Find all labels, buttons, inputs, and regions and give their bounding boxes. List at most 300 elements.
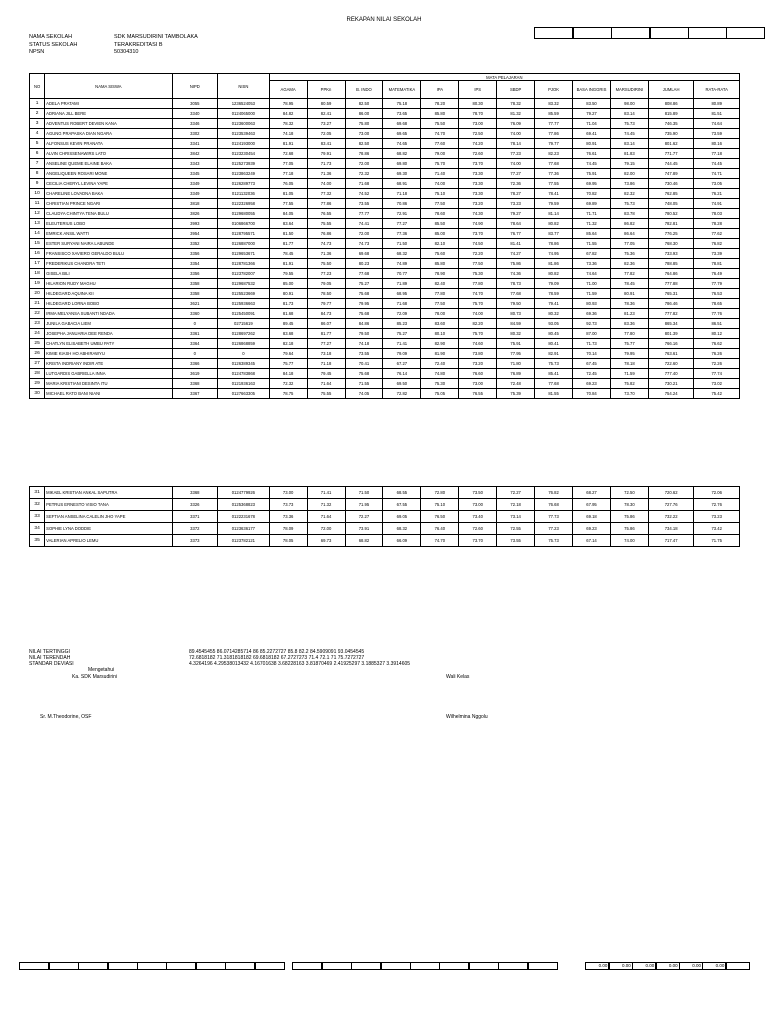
- stat-lowest: NILAI TERENDAH 72.6818182 71.3181818182 69.6818182 67.2727273 71.4 72.1 71 75.7272727: [29, 655, 365, 661]
- cell-value: 85.59: [535, 109, 573, 119]
- cell-value: 71.18: [307, 359, 345, 369]
- cell-value: 69.23: [573, 379, 611, 389]
- cell-value: 3302: [172, 129, 218, 139]
- cell-value: 69.23: [573, 523, 611, 535]
- cell-value: 83.64: [269, 219, 307, 229]
- cell-value: 72.00: [345, 229, 383, 239]
- cell-value: 67.45: [573, 359, 611, 369]
- cell-value: 69.05: [383, 511, 421, 523]
- cell-value: 76.55: [307, 209, 345, 219]
- cell-value: 86.51: [694, 319, 740, 329]
- cell-value: 808.86: [648, 99, 694, 109]
- cell-value: 72.60: [459, 523, 497, 535]
- cell-value: 72.05: [307, 129, 345, 139]
- cell-value: 762.85: [648, 189, 694, 199]
- header-ppkn: PPKn: [307, 81, 345, 99]
- cell-value: 782.81: [648, 219, 694, 229]
- bottom-value: 0.00: [585, 962, 609, 970]
- cell-value: 81.50: [269, 229, 307, 239]
- cell-value: 79.64: [269, 349, 307, 359]
- cell-value: 73.00: [459, 119, 497, 129]
- cell-value: 3993: [172, 219, 218, 229]
- table-row: [30, 99, 740, 109]
- cell-value: 86.64: [610, 229, 648, 239]
- cell-value: 0124783868: [218, 369, 270, 379]
- cell-value: 68.95: [383, 289, 421, 299]
- cell-value: 786.46: [648, 299, 694, 309]
- cell-value: 71.64: [307, 379, 345, 389]
- row-number: 7: [30, 159, 45, 169]
- cell-value: 78.45: [269, 249, 307, 259]
- cell-value: 84.73: [307, 309, 345, 319]
- cell-value: 68.55: [383, 487, 421, 499]
- cell-value: 717.47: [648, 535, 694, 547]
- cell-value: 0106866700: [218, 219, 270, 229]
- cell-value: 77.73: [535, 511, 573, 523]
- statistics-block: [29, 649, 410, 667]
- cell-value: 3360: [172, 309, 218, 319]
- cell-value: 73.70: [459, 159, 497, 169]
- cell-value: 85.00: [269, 279, 307, 289]
- cell-value: 734.18: [648, 523, 694, 535]
- cell-value: 75.86: [497, 259, 535, 269]
- cell-value: 71.40: [421, 169, 459, 179]
- cell-value: 3373: [172, 535, 218, 547]
- cell-value: 81.51: [694, 109, 740, 119]
- cell-value: 3372: [172, 523, 218, 535]
- cell-value: 722.60: [648, 359, 694, 369]
- row-number: 31: [30, 487, 45, 499]
- cell-value: 85.41: [535, 369, 573, 379]
- cell-value: 79.09: [535, 279, 573, 289]
- cell-value: 74.20: [459, 139, 497, 149]
- cell-value: 80.16: [694, 139, 740, 149]
- cell-value: 73.91: [345, 523, 383, 535]
- table-row: [30, 179, 740, 189]
- cell-value: 77.62: [694, 229, 740, 239]
- cell-value: 776.25: [648, 229, 694, 239]
- cell-value: 69.68: [383, 119, 421, 129]
- cell-value: 76.26: [694, 349, 740, 359]
- cell-value: 73.73: [269, 499, 307, 511]
- cell-value: 74.00: [307, 179, 345, 189]
- cell-value: 81.14: [535, 209, 573, 219]
- cell-value: 72.09: [383, 309, 421, 319]
- cell-value: 73.20: [459, 199, 497, 209]
- cell-value: 85.50: [421, 219, 459, 229]
- cell-value: 69.89: [573, 199, 611, 209]
- cell-value: 82.36: [610, 259, 648, 269]
- cell-value: 83.41: [307, 139, 345, 149]
- cell-value: 78.00: [421, 309, 459, 319]
- cell-value: 80.32: [497, 329, 535, 339]
- cell-value: 79.55: [269, 269, 307, 279]
- cell-value: 71.36: [307, 169, 345, 179]
- table-row: [30, 219, 740, 229]
- cell-value: 86.82: [610, 219, 648, 229]
- bottom-value: 0.00: [609, 962, 633, 970]
- cell-value: 75.27: [383, 329, 421, 339]
- cell-value: 83.36: [610, 319, 648, 329]
- cell-value: 74.89: [383, 259, 421, 269]
- cell-value: 76.53: [694, 289, 740, 299]
- cell-value: 3842: [172, 149, 218, 159]
- cell-value: 3371: [172, 511, 218, 523]
- cell-value: 76.86: [307, 229, 345, 239]
- stat-stddev: STANDAR DEVIASI 4.3264196 4.29538013432 4.16701638 3.68228163 3.81870469 2.41925297 3.1885327 3.3914605: [29, 661, 411, 667]
- header-nipd: NIPD: [172, 74, 218, 99]
- cell-value: 78.73: [497, 279, 535, 289]
- student-name: VALERIAN APRELIO LEMU: [45, 535, 172, 547]
- table-row: [30, 199, 740, 209]
- table-row: [30, 309, 740, 319]
- cell-value: 71.68: [383, 299, 421, 309]
- cell-value: 76.09: [497, 119, 535, 129]
- cell-value: 66.09: [383, 535, 421, 547]
- student-name: HILDEGARD LORNA BOBO: [45, 299, 172, 309]
- cell-value: 84.86: [345, 319, 383, 329]
- cell-value: 735.90: [648, 129, 694, 139]
- header-ipa: IPA: [421, 81, 459, 99]
- cell-value: 73.05: [694, 179, 740, 189]
- table-row: [30, 119, 740, 129]
- cell-value: 75.27: [345, 279, 383, 289]
- table-row: [30, 159, 740, 169]
- cell-value: 75.10: [421, 189, 459, 199]
- cell-value: 75.10: [421, 499, 459, 511]
- cell-value: 3352: [172, 239, 218, 249]
- table-row: [30, 299, 740, 309]
- cell-value: 92.73: [573, 319, 611, 329]
- student-name: MIKAEL KRISTIAN ANKAL SAPUTRA: [45, 487, 172, 499]
- cell-value: 71.71: [573, 209, 611, 219]
- cell-value: 80.89: [694, 99, 740, 109]
- table-row: [30, 229, 740, 239]
- cell-value: 75.73: [535, 359, 573, 369]
- cell-value: 79.91: [307, 149, 345, 159]
- cell-value: 71.41: [383, 339, 421, 349]
- cell-value: 75.60: [421, 249, 459, 259]
- cell-value: 72.80: [421, 487, 459, 499]
- grades-table-body: [30, 99, 740, 399]
- cell-value: 73.18: [307, 349, 345, 359]
- row-number: 10: [30, 189, 45, 199]
- cell-value: 75.91: [573, 169, 611, 179]
- row-number: 3: [30, 119, 45, 129]
- cell-value: 73.55: [345, 199, 383, 209]
- cell-value: 815.89: [648, 109, 694, 119]
- cell-value: 80.30: [459, 99, 497, 109]
- cell-value: 74.70: [459, 289, 497, 299]
- cell-value: 71.00: [573, 279, 611, 289]
- cell-value: 85.23: [383, 319, 421, 329]
- cell-value: 74.52: [345, 189, 383, 199]
- student-name: SOPHIE LYNA DODDIE: [45, 523, 172, 535]
- cell-value: 78.70: [459, 109, 497, 119]
- cell-value: 69.65: [383, 129, 421, 139]
- table-row: [30, 511, 740, 523]
- cell-value: 3367: [172, 389, 218, 399]
- signature-right-name: Wilhelmina Nggolu: [446, 714, 488, 720]
- cell-value: 3345: [172, 169, 218, 179]
- cell-value: 0: [172, 349, 218, 359]
- student-name: PETRUS ERNESTO VISIO TANA: [45, 499, 172, 511]
- cell-value: 74.00: [459, 309, 497, 319]
- cell-value: 3346: [172, 119, 218, 129]
- cell-value: 3826: [172, 209, 218, 219]
- cell-value: 85.80: [421, 259, 459, 269]
- row-number: 18: [30, 269, 45, 279]
- cell-value: 3349: [172, 179, 218, 189]
- cell-value: 83.50: [573, 99, 611, 109]
- cell-value: 74.00: [497, 129, 535, 139]
- cell-value: 80.91: [269, 289, 307, 299]
- cell-value: 78.32: [269, 119, 307, 129]
- cell-value: 0123782121: [218, 535, 270, 547]
- cell-value: 71.64: [307, 511, 345, 523]
- cell-value: 77.77: [535, 119, 573, 129]
- cell-value: 78.59: [535, 289, 573, 299]
- cell-value: 72.91: [383, 209, 421, 219]
- cell-value: 3366: [172, 359, 218, 369]
- cell-value: 68.32: [383, 249, 421, 259]
- grades-table: [29, 73, 740, 399]
- document-title: REKAPAN NILAI SEKOLAH: [346, 17, 422, 23]
- row-number: 16: [30, 249, 45, 259]
- cell-value: 78.50: [307, 289, 345, 299]
- cell-value: 71.68: [345, 179, 383, 189]
- cell-value: 71.75: [694, 535, 740, 547]
- cell-value: 765.31: [648, 289, 694, 299]
- cell-value: 78.09: [269, 523, 307, 535]
- cell-value: 84.18: [269, 369, 307, 379]
- cell-value: 73.30: [459, 179, 497, 189]
- cell-value: 78.30: [610, 499, 648, 511]
- cell-value: 75.70: [421, 159, 459, 169]
- cell-value: 74.41: [345, 219, 383, 229]
- cell-value: 83.14: [610, 109, 648, 119]
- cell-value: 75.82: [610, 379, 648, 389]
- cell-value: 733.93: [648, 249, 694, 259]
- cell-value: 77.50: [421, 299, 459, 309]
- cell-value: 80.23: [345, 259, 383, 269]
- bottom-value: 0.00: [702, 962, 726, 970]
- cell-value: 83.68: [269, 329, 307, 339]
- cell-value: 3358: [172, 289, 218, 299]
- cell-value: 74.73: [345, 239, 383, 249]
- cell-value: 75.68: [345, 369, 383, 379]
- cell-value: 78.20: [421, 99, 459, 109]
- student-name: AGUNG PRAPASKA DIAN NGARA: [45, 129, 172, 139]
- cell-value: 74.64: [694, 119, 740, 129]
- row-number: 19: [30, 279, 45, 289]
- cell-value: 77.80: [421, 289, 459, 299]
- cell-value: 0125523669: [218, 289, 270, 299]
- row-number: 6: [30, 149, 45, 159]
- header-agama: AGAMA: [269, 81, 307, 99]
- cell-value: 72.40: [421, 359, 459, 369]
- header-nisn: NISN: [218, 74, 270, 99]
- cell-value: 69.36: [573, 309, 611, 319]
- cell-value: 788.85: [648, 259, 694, 269]
- student-name: MICHAEL RATO BANI NIANI: [45, 389, 172, 399]
- cell-value: 801.62: [648, 139, 694, 149]
- cell-value: 77.68: [535, 379, 573, 389]
- cell-value: 85.00: [421, 229, 459, 239]
- cell-value: 75.30: [459, 269, 497, 279]
- cell-value: 80.41: [535, 339, 573, 349]
- cell-value: 75.05: [421, 389, 459, 399]
- cell-value: 78.81: [694, 259, 740, 269]
- student-name: EMRICK ANSIL WATTI: [45, 229, 172, 239]
- cell-value: 71.80: [497, 359, 535, 369]
- cell-value: 0123863249: [218, 169, 270, 179]
- cell-value: 73.80: [459, 349, 497, 359]
- row-number: 9: [30, 179, 45, 189]
- row-number: 15: [30, 239, 45, 249]
- cell-value: 83.32: [535, 99, 573, 109]
- cell-value: 78.28: [694, 219, 740, 229]
- cell-value: 0125936663: [218, 299, 270, 309]
- cell-value: 3364: [172, 339, 218, 349]
- cell-value: 3356: [172, 269, 218, 279]
- cell-value: 73.42: [694, 523, 740, 535]
- cell-value: 77.50: [459, 259, 497, 269]
- cell-value: 82.20: [459, 319, 497, 329]
- cell-value: 0123782007: [218, 269, 270, 279]
- bottom-empty-boxes-middle: [293, 962, 558, 970]
- cell-value: 79.00: [421, 149, 459, 159]
- cell-value: 79.05: [307, 279, 345, 289]
- cell-value: 83.60: [421, 319, 459, 329]
- row-number: 32: [30, 499, 45, 511]
- table-row: [30, 369, 740, 379]
- cell-value: 0125273939: [218, 159, 270, 169]
- cell-value: 79.59: [535, 199, 573, 209]
- row-number: 1: [30, 99, 45, 109]
- cell-value: 77.74: [694, 369, 740, 379]
- cell-value: 73.30: [459, 189, 497, 199]
- cell-value: 82.23: [535, 149, 573, 159]
- cell-value: 77.80: [610, 329, 648, 339]
- cell-value: 80.45: [535, 329, 573, 339]
- student-name: IRMA MELYANSA SUBANTI NDADA: [45, 309, 172, 319]
- cell-value: 81.77: [269, 239, 307, 249]
- cell-value: 3368: [172, 379, 218, 389]
- cell-value: 72.06: [694, 487, 740, 499]
- cell-value: 75.50: [421, 119, 459, 129]
- cell-value: 93.05: [535, 319, 573, 329]
- cell-value: 71.04: [573, 119, 611, 129]
- cell-value: 78.65: [694, 299, 740, 309]
- row-number: 26: [30, 349, 45, 359]
- table-row: [30, 139, 740, 149]
- table-row: [30, 109, 740, 119]
- table-row: [30, 209, 740, 219]
- table-row: [30, 269, 740, 279]
- cell-value: 86.00: [345, 109, 383, 119]
- cell-value: 82.41: [307, 109, 345, 119]
- header-rata-rata: RATA-RATA: [694, 81, 740, 99]
- cell-value: 83.14: [610, 139, 648, 149]
- cell-value: 72.32: [345, 169, 383, 179]
- cell-value: 78.36: [610, 299, 648, 309]
- cell-value: 76.61: [573, 149, 611, 159]
- cell-value: 0: [218, 349, 270, 359]
- cell-value: 82.91: [535, 349, 573, 359]
- cell-value: 75.86: [610, 511, 648, 523]
- cell-value: 81.83: [610, 149, 648, 159]
- cell-value: 82.10: [421, 239, 459, 249]
- cell-value: 87.00: [573, 329, 611, 339]
- cell-value: 78.05: [269, 535, 307, 547]
- cell-value: 75.68: [345, 309, 383, 319]
- cell-value: 74.80: [421, 369, 459, 379]
- student-name: CHRISTIAN PRINCE NGARI: [45, 199, 172, 209]
- cell-value: 73.00: [345, 129, 383, 139]
- meta-school-status: STATUS SEKOLAH TERAKREDITASI B: [29, 41, 163, 48]
- cell-value: 68.32: [383, 523, 421, 535]
- meta-npsn: NPSN 50304310: [29, 49, 139, 55]
- cell-value: 73.00: [459, 379, 497, 389]
- header-no: NO: [30, 74, 45, 99]
- cell-value: 74.00: [421, 179, 459, 189]
- student-name: ALFONSUS KEVIN PRANATA: [45, 139, 172, 149]
- cell-value: 71.55: [573, 239, 611, 249]
- cell-value: 78.64: [497, 219, 535, 229]
- cell-value: 69.95: [573, 179, 611, 189]
- cell-value: 0126868859: [218, 339, 270, 349]
- cell-value: 78.14: [497, 139, 535, 149]
- row-number: 34: [30, 523, 45, 535]
- cell-value: 746.35: [648, 119, 694, 129]
- cell-value: 83.78: [610, 209, 648, 219]
- cell-value: 78.86: [535, 239, 573, 249]
- cell-value: 3343: [172, 159, 218, 169]
- cell-value: 74.45: [694, 159, 740, 169]
- table-row: [30, 319, 740, 329]
- cell-value: 74.64: [573, 269, 611, 279]
- table-row: [30, 329, 740, 339]
- cell-value: 0128781366: [218, 259, 270, 269]
- cell-value: 3340: [172, 109, 218, 119]
- row-number: 13: [30, 219, 45, 229]
- bottom-value-boxes: [586, 962, 750, 970]
- cell-value: 74.36: [497, 269, 535, 279]
- cell-value: 73.86: [610, 179, 648, 189]
- cell-value: 76.82: [694, 239, 740, 249]
- cell-value: 75.73: [610, 119, 648, 129]
- cell-value: 69.30: [383, 169, 421, 179]
- cell-value: 71.32: [307, 499, 345, 511]
- cell-value: 84.82: [269, 109, 307, 119]
- cell-value: 720.62: [648, 487, 694, 499]
- cell-value: 77.80: [459, 279, 497, 289]
- cell-value: 70.77: [383, 269, 421, 279]
- cell-value: 747.89: [648, 169, 694, 179]
- bottom-value: 0.00: [656, 962, 680, 970]
- cell-value: 81.86: [535, 259, 573, 269]
- cell-value: 0: [172, 319, 218, 329]
- signature-left-title-2: Ka. SDK Marsudirini: [72, 674, 118, 680]
- cell-value: 74.70: [421, 129, 459, 139]
- cell-value: 764.86: [648, 269, 694, 279]
- cell-value: 77.18: [694, 149, 740, 159]
- cell-value: 71.41: [307, 487, 345, 499]
- cell-value: 79.77: [535, 139, 573, 149]
- cell-value: 76.89: [497, 369, 535, 379]
- cell-value: 75.73: [610, 199, 648, 209]
